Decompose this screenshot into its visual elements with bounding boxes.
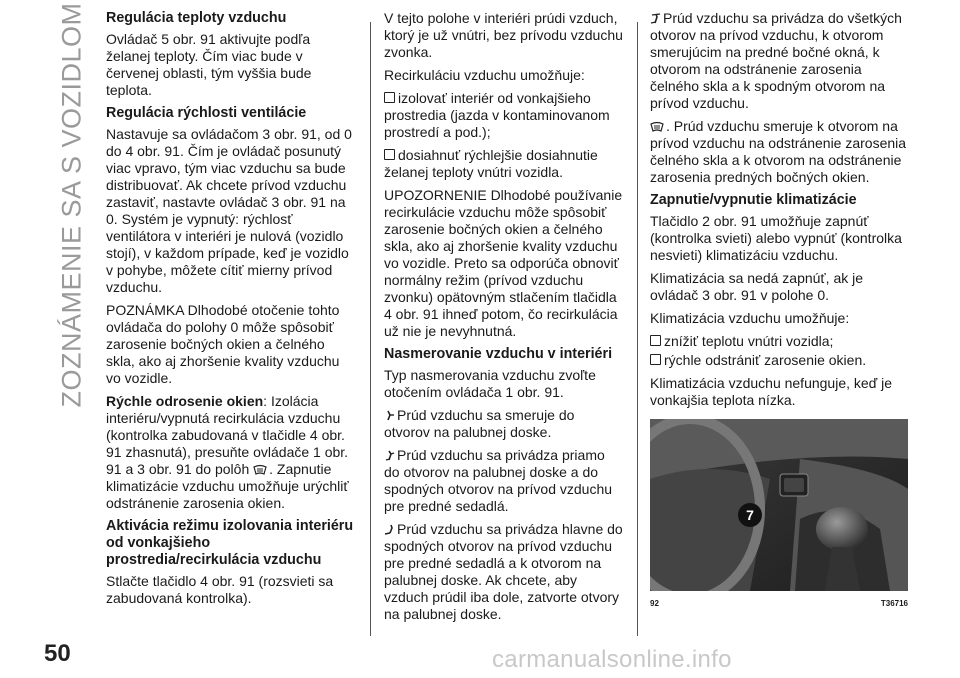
airflow-all-icon — [650, 13, 661, 24]
figure-number: 92 — [650, 599, 659, 608]
paragraph-defrost: Rýchle odrosenie okien: Izolácia interiéru/vypnutá recirkulácia vzduchu (kontrolka zabudovaná v tlačidle 4 obr. 91 zhasnutá), presuňte ovládače 1 obr. 91 a 3 obr. 91 do polôh . Zapnutie klimatizácie vzduchu umožňuje urýchliť odstránenie zarosenia okien. — [106, 393, 349, 511]
bullet-item: izolovať interiér od vonkajšieho prostredia (jazda v kontaminovanom prostredí a pod.); — [384, 90, 610, 140]
watermark: carmanualsonline.info — [492, 646, 732, 673]
figure-photo — [650, 419, 908, 591]
column-divider — [637, 22, 638, 636]
warning-paragraph: UPOZORNENIE Dlhodobé používanie recirkulácie vzduchu môže spôsobiť zarosenie bočných okien a čelného skla, ako aj zhoršenie kvality vzduchu vo vozidle. Preto sa odporúča obnoviť normálny režim (prívod vzduchu zvonku) opätovným stlačením tlačidla 4 obr. 91 ihneď potom, čo recirkulácia už nie je nevyhnutná. — [384, 187, 623, 339]
bullet-icon — [384, 92, 395, 103]
column-2 — [384, 10, 624, 629]
direction-item: Prúd vzduchu sa privádza do všetkých otvorov na prívod vzduchu, k otvorom smerujúcim na predné bočné okná, k otvorom na odstránenie zarosenia čelného skla a k spodným otvorom na prívod vzduchu. — [650, 10, 902, 111]
figure-callout-label: 7 — [746, 507, 754, 523]
paragraph: Recirkuláciu vzduchu umožňuje: — [384, 67, 585, 83]
heading-air-direction: Nasmerovanie vzduchu v interiéri — [384, 346, 613, 362]
column-1 — [106, 10, 354, 613]
dashboard-gear-lever-image — [650, 419, 908, 591]
page-number: 50 — [44, 640, 71, 667]
paragraph: V tejto polohe v interiéri prúdi vzduch, ktorý je už vnútri, bez prívodu vzduchu zvonka. — [384, 10, 623, 60]
direction-item: Prúd vzduchu sa privádza priamo do otvorov na palubnej doske a do spodných otvorov na prívod vzduchu pre predné sedadlá. — [384, 447, 613, 514]
direction-item: Prúd vzduchu sa smeruje do otvorov na palubnej doske. — [384, 407, 575, 440]
column-divider — [370, 22, 371, 636]
bullet-item: rýchle odstrániť zarosenie okien. — [650, 352, 908, 369]
figure-code: T36716 — [880, 599, 908, 608]
paragraph: Klimatizácia vzduchu umožňuje: — [650, 310, 850, 326]
figure-caption — [650, 595, 908, 612]
paragraph: Stlačte tlačidlo 4 obr. 91 (rozsvieti sa zabudovaná kontrolka). — [106, 573, 334, 606]
bullet-item: dosiahnuť rýchlejšie dosiahnutie želanej teploty vnútri vozidla. — [384, 147, 598, 180]
heading-ac-toggle: Zapnutie/vypnutie klimatizácie — [650, 192, 857, 208]
bullet-icon — [384, 149, 395, 160]
side-section-title: ZOZNÁMENIE SA S VOZIDLOM — [56, 2, 87, 408]
windscreen-defrost-icon — [650, 121, 664, 132]
bullet-item: znížiť teplotu vnútri vozidla; — [650, 333, 908, 350]
note-paragraph: POZNÁMKA Dlhodobé otočenie tohto ovládača do polohy 0 môže spôsobiť zarosenie bočných okien a čelného skla, ako aj zhoršenie kvality vzduchu vo vozidle. — [106, 302, 340, 386]
heading-ventilation: Regulácia rýchlosti ventilácie — [106, 105, 307, 121]
paragraph: Tlačidlo 2 obr. 91 umožňuje zapnúť (kontrolka svieti) alebo vypnúť (kontrolka nesvieti) klimatizáciu vzduchu. — [650, 213, 902, 263]
windscreen-defrost-icon — [253, 464, 267, 475]
direction-item: Prúd vzduchu sa privádza hlavne do spodných otvorov na prívod vzduchu pre predné sedadlá a k otvorom na palubnej doske. Ak chcete, aby vzduch prúdil iba dole, zatvorte otvory na palubnej doske. — [384, 521, 623, 622]
heading-temperature: Regulácia teploty vzduchu — [106, 10, 287, 26]
paragraph: Klimatizácia sa nedá zapnúť, ak je ovládač 3 obr. 91 v polohe 0. — [650, 270, 864, 303]
airflow-face-feet-icon — [384, 450, 395, 461]
paragraph: Typ nasmerovania vzduchu zvoľte otočením ovládača 1 obr. 91. — [384, 367, 596, 400]
paragraph: Ovládač 5 obr. 91 aktivujte podľa želanej teploty. Čím viac bude v červenej oblasti, tým vyššia bude teplota. — [106, 31, 312, 98]
heading-recirculation: Aktivácia režimu izolovania interiéru od vonkajšieho prostredia/recirkulácia vzduchu — [106, 518, 354, 568]
airflow-face-icon — [384, 410, 395, 421]
column-3 — [650, 10, 908, 612]
bold-lead: Rýchle odrosenie okien — [106, 393, 264, 409]
paragraph: Klimatizácia vzduchu nefunguje, keď je vonkajšia teplota nízka. — [650, 375, 893, 408]
airflow-feet-icon — [384, 524, 395, 535]
bullet-icon — [650, 354, 661, 365]
bullet-icon — [650, 335, 661, 346]
direction-item: . Prúd vzduchu smeruje k otvorom na prívod vzduchu na odstránenie zarosenia čelného skla a k otvorom na odstránenie zarosenia predných bočných okien. — [650, 118, 907, 185]
paragraph: Nastavuje sa ovládačom 3 obr. 91, od 0 do 4 obr. 91. Čím je ovládač posunutý viac vpravo, tým viac vzduchu sa bude distribuovať. Ak chcete prívod vzduchu zastaviť, nastavte ovládač 3 obr. 91 na 0. Systém je vypnutý: rýchlosť ventilátora v interiéri je nulová (vozidlo stojí), v každom prípade, keď je vozidlo v pohybe, môžete cítiť mierny prívod vzduchu. — [106, 126, 352, 295]
